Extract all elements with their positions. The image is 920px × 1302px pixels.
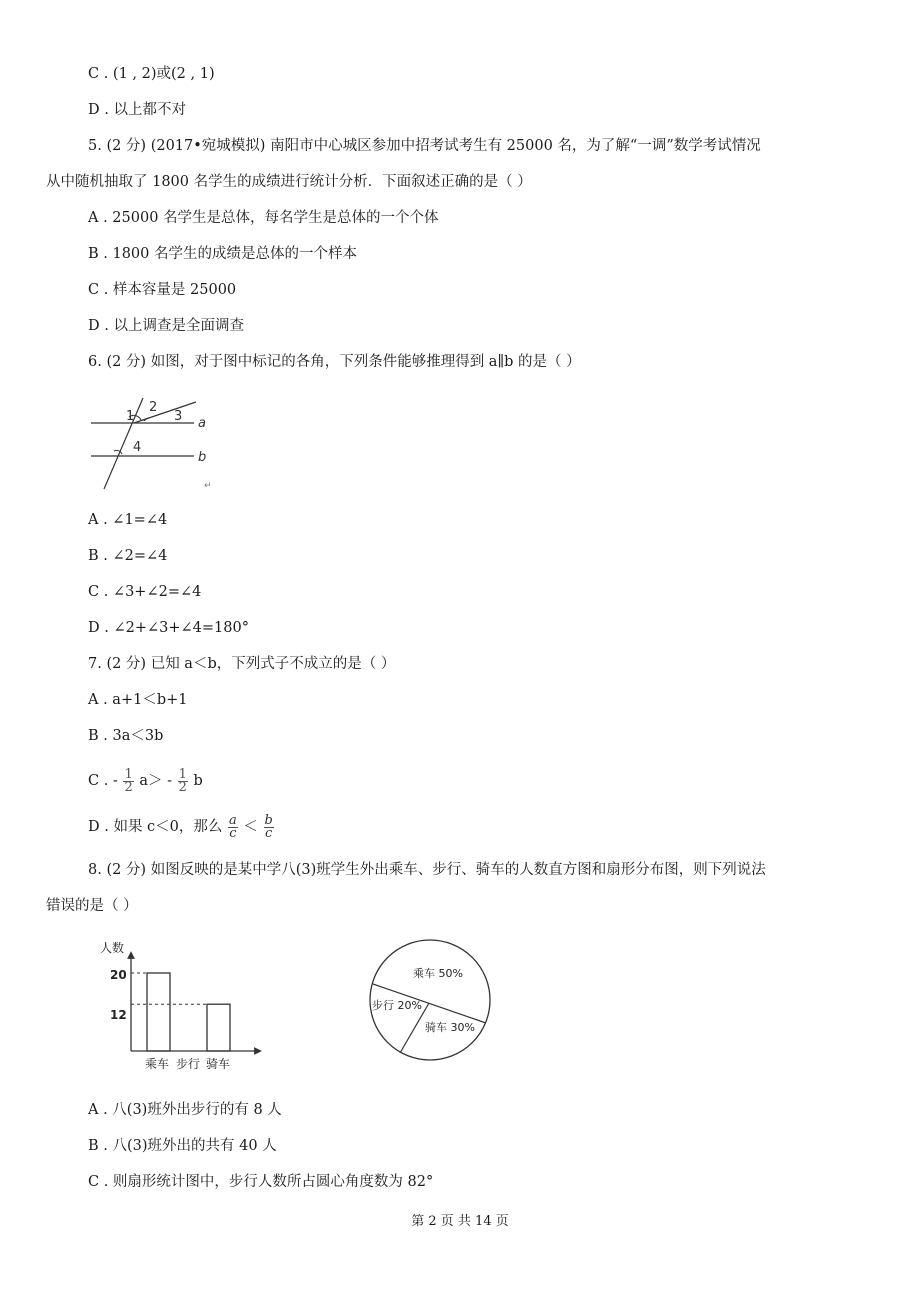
half-den-2: 2 xyxy=(178,779,187,795)
a-over-c-fraction xyxy=(228,812,238,841)
angle-4-label: 4 xyxy=(133,440,142,455)
frac-a: a xyxy=(229,812,237,828)
half-fraction-1 xyxy=(123,766,133,795)
option-c-q4: C . (1 , 2)或(2 , 1) xyxy=(88,66,215,82)
frac-c-2: c xyxy=(265,825,273,841)
angle-3-label: 3 xyxy=(174,409,183,424)
pie-label-ride: 乘车 50% xyxy=(413,967,463,980)
question-8-cont: 错误的是（ ） xyxy=(46,898,138,914)
tick-12: 12 xyxy=(110,1008,127,1022)
question-6: 6. (2 分) 如图，对于图中标记的各角，下列条件能够推理得到 a∥b 的是（ ） xyxy=(88,354,581,370)
option-c-q7 xyxy=(88,767,203,795)
option-d-q7-prefix: D . 如果 c＜0，那么 xyxy=(88,819,223,835)
option-d-q6: D . ∠2+∠3+∠4=180° xyxy=(88,620,249,636)
page-footer: 第 2 页 共 14 页 xyxy=(411,1214,509,1229)
option-c-q5: C . 样本容量是 25000 xyxy=(88,282,237,298)
pie-chart xyxy=(365,935,495,1065)
option-a-q6: A . ∠1=∠4 xyxy=(88,512,168,528)
option-b-q7: B . 3a＜3b xyxy=(88,728,164,744)
line-b-label: b xyxy=(198,450,207,465)
bar-2 xyxy=(207,1004,230,1051)
parallel-lines-figure xyxy=(86,385,226,495)
less-than-sign: ＜ xyxy=(243,819,258,835)
question-5: 5. (2 分) (2017•宛城模拟) 南阳市中心城区参加中招考试考生有 25000 名，为了解“一调”数学考试情况 xyxy=(88,138,761,154)
option-d-q5: D . 以上调查是全面调查 xyxy=(88,318,244,334)
return-mark: ↵ xyxy=(204,481,212,491)
option-b-q5: B . 1800 名学生的成绩是总体的一个样本 xyxy=(88,246,357,262)
option-a-q5: A . 25000 名学生是总体，每名学生是总体的一个个体 xyxy=(88,210,439,226)
option-d-q7 xyxy=(88,813,275,841)
option-c-q7-prefix: C . - xyxy=(88,773,118,789)
frac-c-1: c xyxy=(229,825,237,841)
option-c-q6: C . ∠3+∠2=∠4 xyxy=(88,584,202,600)
bar-0 xyxy=(147,973,170,1051)
half-num-2: 1 xyxy=(178,766,187,782)
category-label-bike: 骑车 xyxy=(206,1057,231,1071)
option-b-q6: B . ∠2=∠4 xyxy=(88,548,168,564)
half-num-1: 1 xyxy=(124,766,133,782)
question-8: 8. (2 分) 如图反映的是某中学八(3)班学生外出乘车、步行、骑车的人数直方图和扇形分布图，则下列说法 xyxy=(88,862,766,878)
option-c-q7-post: b xyxy=(193,773,203,789)
line-a-label: a xyxy=(198,416,206,431)
option-c-q7-mid: a＞ - xyxy=(139,773,172,789)
option-a-q7: A . a+1＜b+1 xyxy=(88,692,188,708)
option-d-q4: D . 以上都不对 xyxy=(88,102,186,118)
pie-label-bike: 骑车 30% xyxy=(425,1021,475,1034)
frac-b: b xyxy=(264,812,273,828)
y-axis-label: 人数 xyxy=(100,941,125,955)
question-5-cont: 从中随机抽取了 1800 名学生的成绩进行统计分析．下面叙述正确的是（ ） xyxy=(46,174,532,190)
option-c-q8: C . 则扇形统计图中，步行人数所占圆心角度数为 82° xyxy=(88,1174,434,1190)
option-b-q8: B . 八(3)班外出的共有 40 人 xyxy=(88,1138,277,1154)
angle-2-label: 2 xyxy=(149,400,158,415)
angle-1-label: 1 xyxy=(126,409,135,424)
category-label-walk: 步行 xyxy=(176,1057,201,1071)
category-label-ride: 乘车 xyxy=(145,1057,170,1071)
question-7: 7. (2 分) 已知 a＜b，下列式子不成立的是（ ） xyxy=(88,656,396,672)
pie-label-walk: 步行 20% xyxy=(372,999,422,1012)
half-fraction-2 xyxy=(178,766,188,795)
bar-chart xyxy=(100,935,270,1085)
tick-20: 20 xyxy=(110,968,127,982)
option-a-q8: A . 八(3)班外出步行的有 8 人 xyxy=(88,1102,282,1118)
b-over-c-fraction xyxy=(264,812,274,841)
half-den-1: 2 xyxy=(124,779,133,795)
